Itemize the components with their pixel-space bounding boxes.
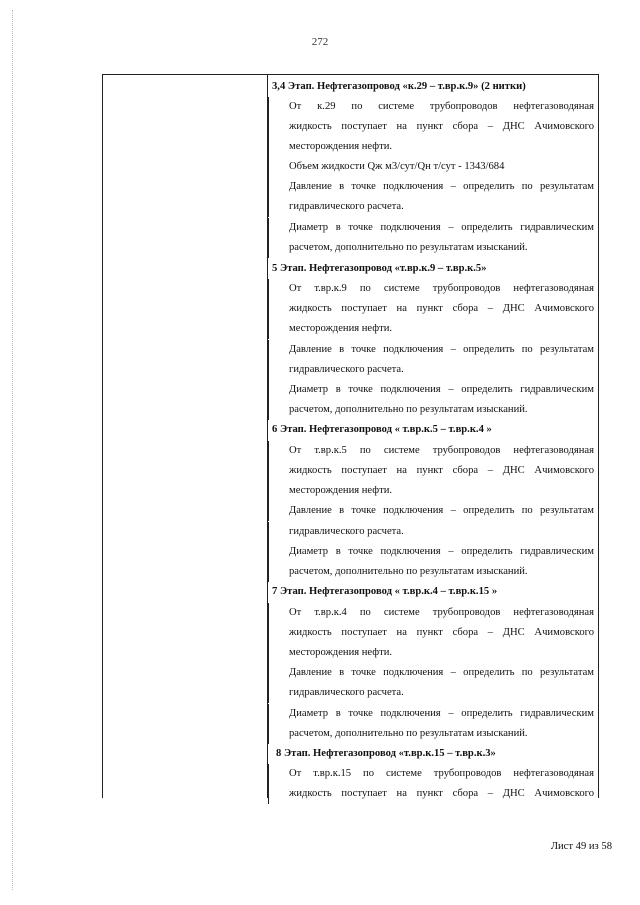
paragraph-line: Давление в точке подключения – определить по результатам (268, 663, 598, 683)
paragraph-line: расчетом, дополнительно по результатам изысканий. (268, 238, 598, 258)
paragraph-line: жидкость поступает на пункт сбора – ДНС Ачимовского (268, 117, 598, 137)
paragraph-line: Давление в точке подключения – определить по результатам (268, 501, 598, 521)
section-heading-7: 7 Этап. Нефтегазопровод « т.вр.к.4 – т.вр.к.15 » (272, 586, 498, 597)
paragraph-line: Диаметр в точке подключения – определить гидравлическим (268, 218, 598, 238)
section-heading-6: 6 Этап. Нефтегазопровод « т.вр.к.5 – т.вр.к.4 » (272, 424, 492, 435)
paragraph-line: От т.вр.к.9 по системе трубопроводов нефтегазоводяная (268, 279, 598, 299)
paragraph-line: Объем жидкости Qж м3/сут/Qн т/сут - 1343/684 (268, 157, 598, 177)
paragraph-line: жидкость поступает на пункт сбора – ДНС Ачимовского (268, 461, 598, 481)
paragraph-line: месторождения нефти. (268, 319, 598, 339)
binding-margin (12, 10, 14, 890)
paragraph-line: гидравлического расчета. (268, 683, 598, 703)
paragraph-line: расчетом, дополнительно по результатам изысканий. (268, 562, 598, 582)
page-number: 272 (311, 36, 329, 48)
document-table (102, 74, 599, 798)
paragraph-line: От т.вр.к.5 по системе трубопроводов нефтегазоводяная (268, 441, 598, 461)
paragraph-line: От т.вр.к.15 по системе трубопроводов нефтегазоводяная (268, 764, 598, 784)
paragraph-line: гидравлического расчета. (268, 197, 598, 217)
paragraph-line: Давление в точке подключения – определить по результатам (268, 177, 598, 197)
section-heading-3-4: 3,4 Этап. Нефтегазопровод «к.29 – т.вр.к.9» (2 нитки) (272, 81, 526, 92)
paragraph-line: расчетом, дополнительно по результатам изысканий. (268, 400, 598, 420)
paragraph-line: От т.вр.к.4 по системе трубопроводов нефтегазоводяная (268, 603, 598, 623)
paragraph-line: жидкость поступает на пункт сбора – ДНС Ачимовского (268, 623, 598, 643)
paragraph-line: жидкость поступает на пункт сбора – ДНС Ачимовского (268, 784, 598, 804)
paragraph-line: гидравлического расчета. (268, 522, 598, 542)
paragraph-line: гидравлического расчета. (268, 360, 598, 380)
paragraph-line: Диаметр в точке подключения – определить гидравлическим (268, 542, 598, 562)
paragraph-line: Диаметр в точке подключения – определить гидравлическим (268, 380, 598, 400)
paragraph-line: месторождения нефти. (268, 643, 598, 663)
paragraph-line: Диаметр в точке подключения – определить гидравлическим (268, 704, 598, 724)
section-heading-5: 5 Этап. Нефтегазопровод «т.вр.к.9 – т.вр.к.5» (272, 263, 487, 274)
paragraph-line: месторождения нефти. (268, 137, 598, 157)
paragraph-line: жидкость поступает на пункт сбора – ДНС Ачимовского (268, 299, 598, 319)
table-right-column (268, 75, 598, 798)
paragraph-line: месторождения нефти. (268, 481, 598, 501)
sheet-counter: Лист 49 из 58 (550, 841, 612, 852)
paragraph-line: От к.29 по системе трубопроводов нефтегазоводяная (268, 97, 598, 117)
paragraph-line: расчетом, дополнительно по результатам изысканий. (268, 724, 598, 744)
paragraph-line: Давление в точке подключения – определить по результатам (268, 340, 598, 360)
table-left-column (103, 75, 268, 798)
section-heading-8: 8 Этап. Нефтегазопровод «т.вр.к.15 – т.вр.к.3» (276, 748, 496, 759)
